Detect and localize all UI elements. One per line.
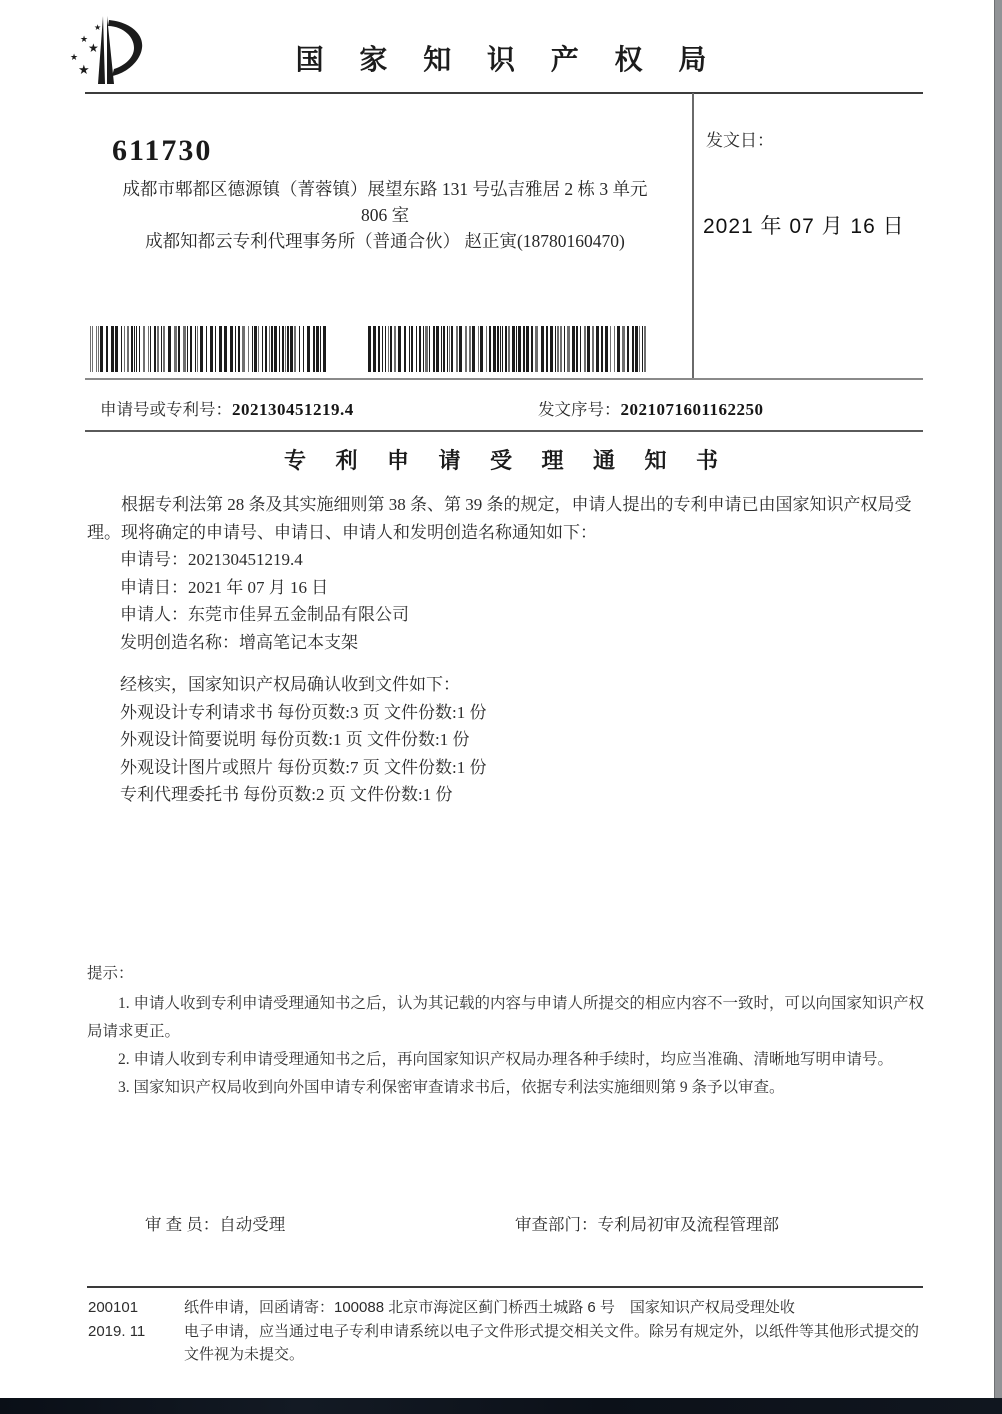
field-applicant <box>120 601 409 629</box>
tip-item-1: 1. 申请人收到专利申请受理通知书之后，认为其记载的内容与申请人所提交的相应内容不一致时，可以向国家知识产权局请求更正。 <box>87 995 925 1040</box>
received-intro: 经核实，国家知识产权局确认收到文件如下： <box>120 675 460 694</box>
dispatch-date-value: 2021 年 07 月 16 日 <box>703 215 905 238</box>
form-revision: 2019. 11 <box>88 1322 146 1340</box>
dispatch-serial-row <box>538 396 764 420</box>
document-item: 外观设计图片或照片 每份页数:7 页 文件份数:1 份 <box>120 757 487 777</box>
footer-form-codes <box>88 1296 180 1367</box>
numbers-row-divider <box>85 430 923 432</box>
field-value: 东莞市佳昇五金制品有限公司 <box>188 605 409 624</box>
application-number-row <box>100 396 354 420</box>
mailing-address-block <box>85 176 685 254</box>
form-code: 200101 <box>88 1299 139 1316</box>
dispatch-box-left-border <box>692 93 694 379</box>
scan-edge-right <box>994 0 1002 1414</box>
agency-title: 国 家 知 识 产 权 局 <box>295 44 721 75</box>
postal-code: 611730 <box>112 134 213 167</box>
examiner <box>145 1211 285 1235</box>
svg-text:★: ★ <box>78 62 90 77</box>
footer-divider <box>87 1286 923 1288</box>
document-item: 外观设计专利请求书 每份页数:3 页 文件份数:1 份 <box>120 702 487 722</box>
field-application-date <box>120 574 409 602</box>
field-value: 202130451219.4 <box>188 550 303 569</box>
examining-department <box>515 1211 779 1235</box>
document-item: 专利代理委托书 每份页数:2 页 文件份数:1 份 <box>120 785 453 804</box>
agent-line: 成都知都云专利代理事务所（普通合伙） 赵正寅(18780160470) <box>145 231 625 251</box>
field-label: 发明创造名称： <box>120 632 239 652</box>
tip-item-3: 3. 国家知识产权局收到向外国申请专利保密审查请求书后，依据专利法实施细则第 9 条予以审查。 <box>118 1079 785 1096</box>
field-application-number <box>120 546 409 574</box>
scan-edge-bottom <box>0 1398 1002 1414</box>
tips-label: 提示： <box>87 965 134 982</box>
received-documents <box>120 671 486 809</box>
footer-notes <box>88 1296 924 1367</box>
footer-text <box>184 1296 924 1367</box>
tips-section <box>87 960 925 1102</box>
svg-text:★: ★ <box>70 52 79 62</box>
barcode-left <box>90 326 332 372</box>
application-number-value: 202130451219.4 <box>232 400 354 419</box>
application-number-label: 申请号或专利号： <box>100 400 232 419</box>
address-line-2: 806 室 <box>360 205 410 225</box>
field-label: 申请人： <box>120 605 188 624</box>
header-divider <box>85 92 923 94</box>
field-value: 增高笔记本支架 <box>239 632 358 652</box>
field-invention-title <box>120 629 409 657</box>
application-fields <box>120 546 409 656</box>
department-value: 专利局初审及流程管理部 <box>597 1215 779 1234</box>
footer-paper-filing-note: 纸件申请，回函请寄：100088 北京市海淀区蓟门桥西土城路 6 号 国家知识产权局受理处收 <box>184 1299 795 1316</box>
svg-text:★: ★ <box>88 41 99 55</box>
department-label: 审查部门： <box>515 1215 598 1234</box>
notice-title: 专 利 申 请 受 理 通 知 书 <box>283 448 730 473</box>
dispatch-serial-value: 2021071601162250 <box>620 400 764 419</box>
footer-efiling-note: 电子申请，应当通过电子专利申请系统以电子文件形式提交相关文件。除另有规定外，以纸件等其他形式提交的文件视为未提交。 <box>184 1322 920 1363</box>
notice-intro: 根据专利法第 28 条及其实施细则第 38 条、第 39 条的规定，申请人提出的专利申请已由国家知识产权局受理。现将确定的申请号、申请日、申请人和发明创造名称通知如下： <box>87 495 912 542</box>
svg-text:★: ★ <box>80 34 89 44</box>
field-label: 申请号： <box>120 550 188 569</box>
examiner-label: 审 查 员： <box>145 1215 220 1234</box>
field-label: 申请日： <box>120 577 188 597</box>
address-line-1: 成都市郫都区德源镇（菁蓉镇）展望东路 131 号弘吉雅居 2 栋 3 单元 <box>122 179 648 199</box>
svg-text:★: ★ <box>94 23 102 32</box>
tip-item-2: 2. 申请人收到专利申请受理通知书之后，再向国家知识产权局办理各种手续时，均应当准确、清晰地写明申请号。 <box>118 1051 894 1068</box>
field-value: 2021 年 07 月 16 日 <box>188 577 329 597</box>
dispatch-serial-label: 发文序号： <box>538 400 621 419</box>
examiner-value: 自动受理 <box>219 1215 286 1234</box>
dispatch-date-label: 发文日： <box>706 131 774 150</box>
barcode-right <box>368 326 652 372</box>
document-item: 外观设计简要说明 每份页数:1 页 文件份数:1 份 <box>120 730 470 749</box>
address-section-divider <box>85 378 923 380</box>
